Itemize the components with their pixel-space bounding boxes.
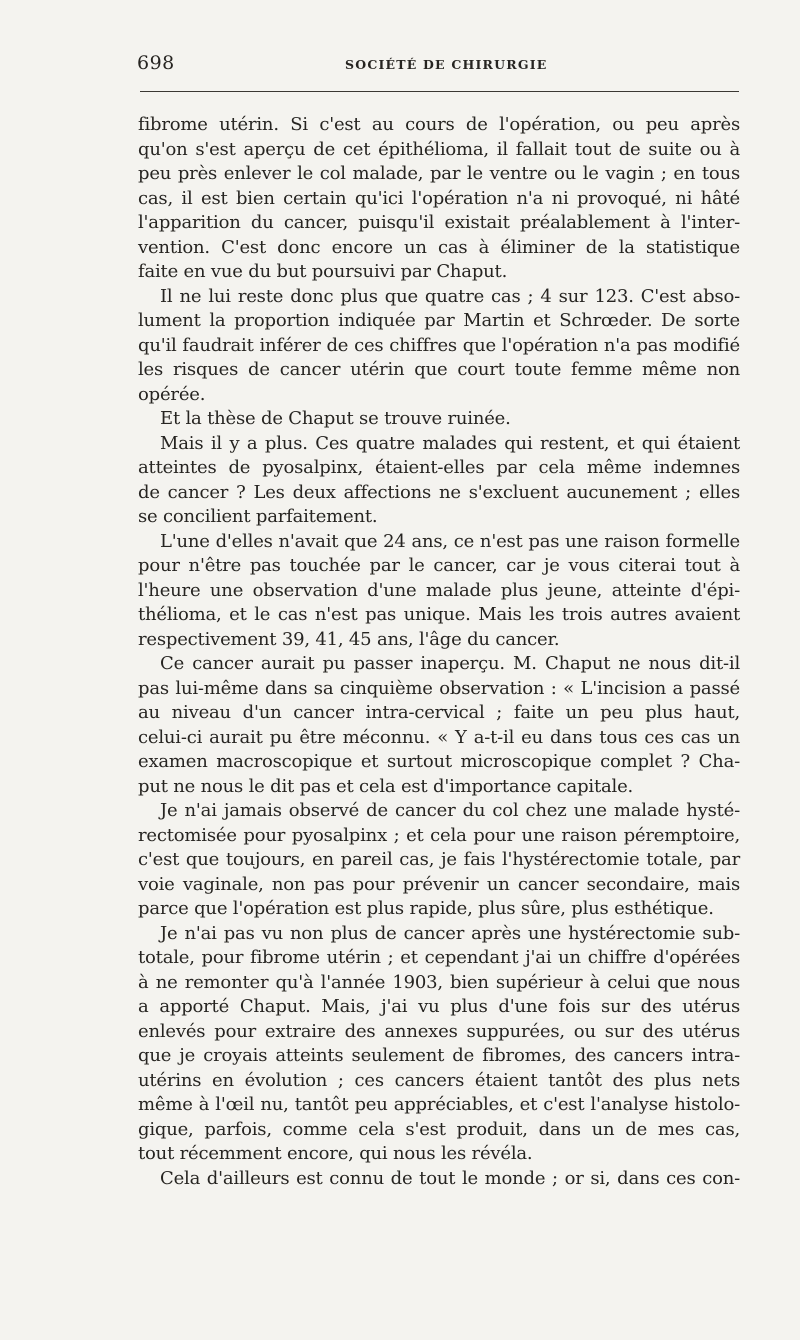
- text-line: Cela d'ailleurs est connu de tout le monde ; or si, dans ces con-: [160, 1167, 740, 1189]
- text-line: l'heure une observation d'une malade plus jeune, atteinte d'épi-: [138, 579, 740, 601]
- text-line: opérée.: [138, 383, 206, 405]
- text-line: celui-ci aurait pu être méconnu. « Y a-t-il eu dans tous ces cas un: [138, 726, 740, 748]
- text-line: à ne remonter qu'à l'année 1903, bien supérieur à celui que nous: [138, 971, 740, 993]
- page-header: [137, 52, 740, 78]
- text-line: Je n'ai pas vu non plus de cancer après une hystérectomie sub-: [160, 922, 740, 944]
- text-line: rectomisée pour pyosalpinx ; et cela pour une raison péremptoire,: [138, 824, 740, 846]
- text-line: c'est que toujours, en pareil cas, je fais l'hystérectomie totale, par: [138, 849, 740, 870]
- text-line: fibrome utérin. Si c'est au cours de l'opération, ou peu après: [138, 114, 740, 135]
- text-line: Ce cancer aurait pu passer inaperçu. M. Chaput ne nous dit-il: [160, 653, 740, 674]
- text-line: de cancer ? Les deux affections ne s'excluent aucunement ; elles: [138, 481, 740, 503]
- text-line: pas lui-même dans sa cinquième observation : « L'incision a passé: [138, 677, 740, 699]
- text-line: lument la proportion indiquée par Martin et Schrœder. De sorte: [138, 310, 740, 331]
- text-line: Je n'ai jamais observé de cancer du col chez une malade hysté-: [160, 800, 740, 821]
- text-line: respectivement 39, 41, 45 ans, l'âge du cancer.: [138, 628, 560, 650]
- body-text: [138, 113, 740, 1191]
- header-rule: [140, 91, 739, 92]
- page-number: 698: [137, 52, 175, 74]
- text-line: même à l'œil nu, tantôt peu appréciables, et c'est l'analyse histolo-: [138, 1094, 740, 1115]
- text-line: Mais il y a plus. Ces quatre malades qui restent, et qui étaient: [160, 432, 740, 454]
- text-line: voie vaginale, non pas pour prévenir un cancer secondaire, mais: [138, 873, 740, 895]
- text-line: utérins en évolution ; ces cancers étaient tantôt des plus nets: [138, 1069, 740, 1091]
- text-line: put ne nous le dit pas et cela est d'importance capitale.: [138, 775, 634, 797]
- text-line: gique, parfois, comme cela s'est produit, dans un de mes cas,: [138, 1118, 740, 1140]
- text-line: qu'il faudrait inférer de ces chiffres que l'opération n'a pas modifié: [138, 334, 740, 356]
- text-line: se concilient parfaitement.: [138, 506, 378, 527]
- text-line: que je croyais atteints seulement de fibromes, des cancers intra-: [138, 1045, 740, 1066]
- running-title: SOCIÉTÉ DE CHIRURGIE: [345, 57, 548, 72]
- text-line: parce que l'opération est plus rapide, plus sûre, plus esthétique.: [138, 898, 714, 919]
- text-line: faite en vue du but poursuivi par Chaput.: [138, 261, 508, 282]
- text-line: L'une d'elles n'avait que 24 ans, ce n'est pas une raison formelle: [160, 530, 740, 552]
- text-line: atteintes de pyosalpinx, étaient-elles par cela même indemnes: [138, 457, 740, 478]
- text-line: examen macroscopique et surtout microscopique complet ? Cha-: [138, 751, 740, 772]
- text-line: a apporté Chaput. Mais, j'ai vu plus d'une fois sur des utérus: [138, 996, 740, 1017]
- text-line: enlevés pour extraire des annexes suppurées, ou sur des utérus: [138, 1020, 740, 1042]
- text-line: totale, pour fibrome utérin ; et cependant j'ai un chiffre d'opérées: [138, 947, 740, 968]
- text-line: pour n'être pas touchée par le cancer, car je vous citerai tout à: [138, 555, 740, 576]
- text-line: vention. C'est donc encore un cas à éliminer de la statistique: [138, 236, 740, 258]
- text-line: qu'on s'est aperçu de cet épithélioma, il fallait tout de suite ou à: [138, 138, 740, 160]
- text-line: thélioma, et le cas n'est pas unique. Mais les trois autres avaient: [138, 604, 740, 625]
- text-line: peu près enlever le col malade, par le ventre ou le vagin ; en tous: [138, 163, 740, 184]
- text-line: tout récemment encore, qui nous les révéla.: [138, 1143, 533, 1164]
- text-line: cas, il est bien certain qu'ici l'opération n'a ni provoqué, ni hâté: [138, 187, 740, 209]
- text-line: au niveau d'un cancer intra-cervical ; faite un peu plus haut,: [138, 702, 740, 723]
- text-line: Et la thèse de Chaput se trouve ruinée.: [160, 408, 511, 429]
- text-line: Il ne lui reste donc plus que quatre cas ; 4 sur 123. C'est abso-: [160, 285, 740, 307]
- text-line: l'apparition du cancer, puisqu'il existait préalablement à l'inter-: [138, 212, 740, 233]
- text-line: les risques de cancer utérin que court toute femme même non: [138, 359, 740, 380]
